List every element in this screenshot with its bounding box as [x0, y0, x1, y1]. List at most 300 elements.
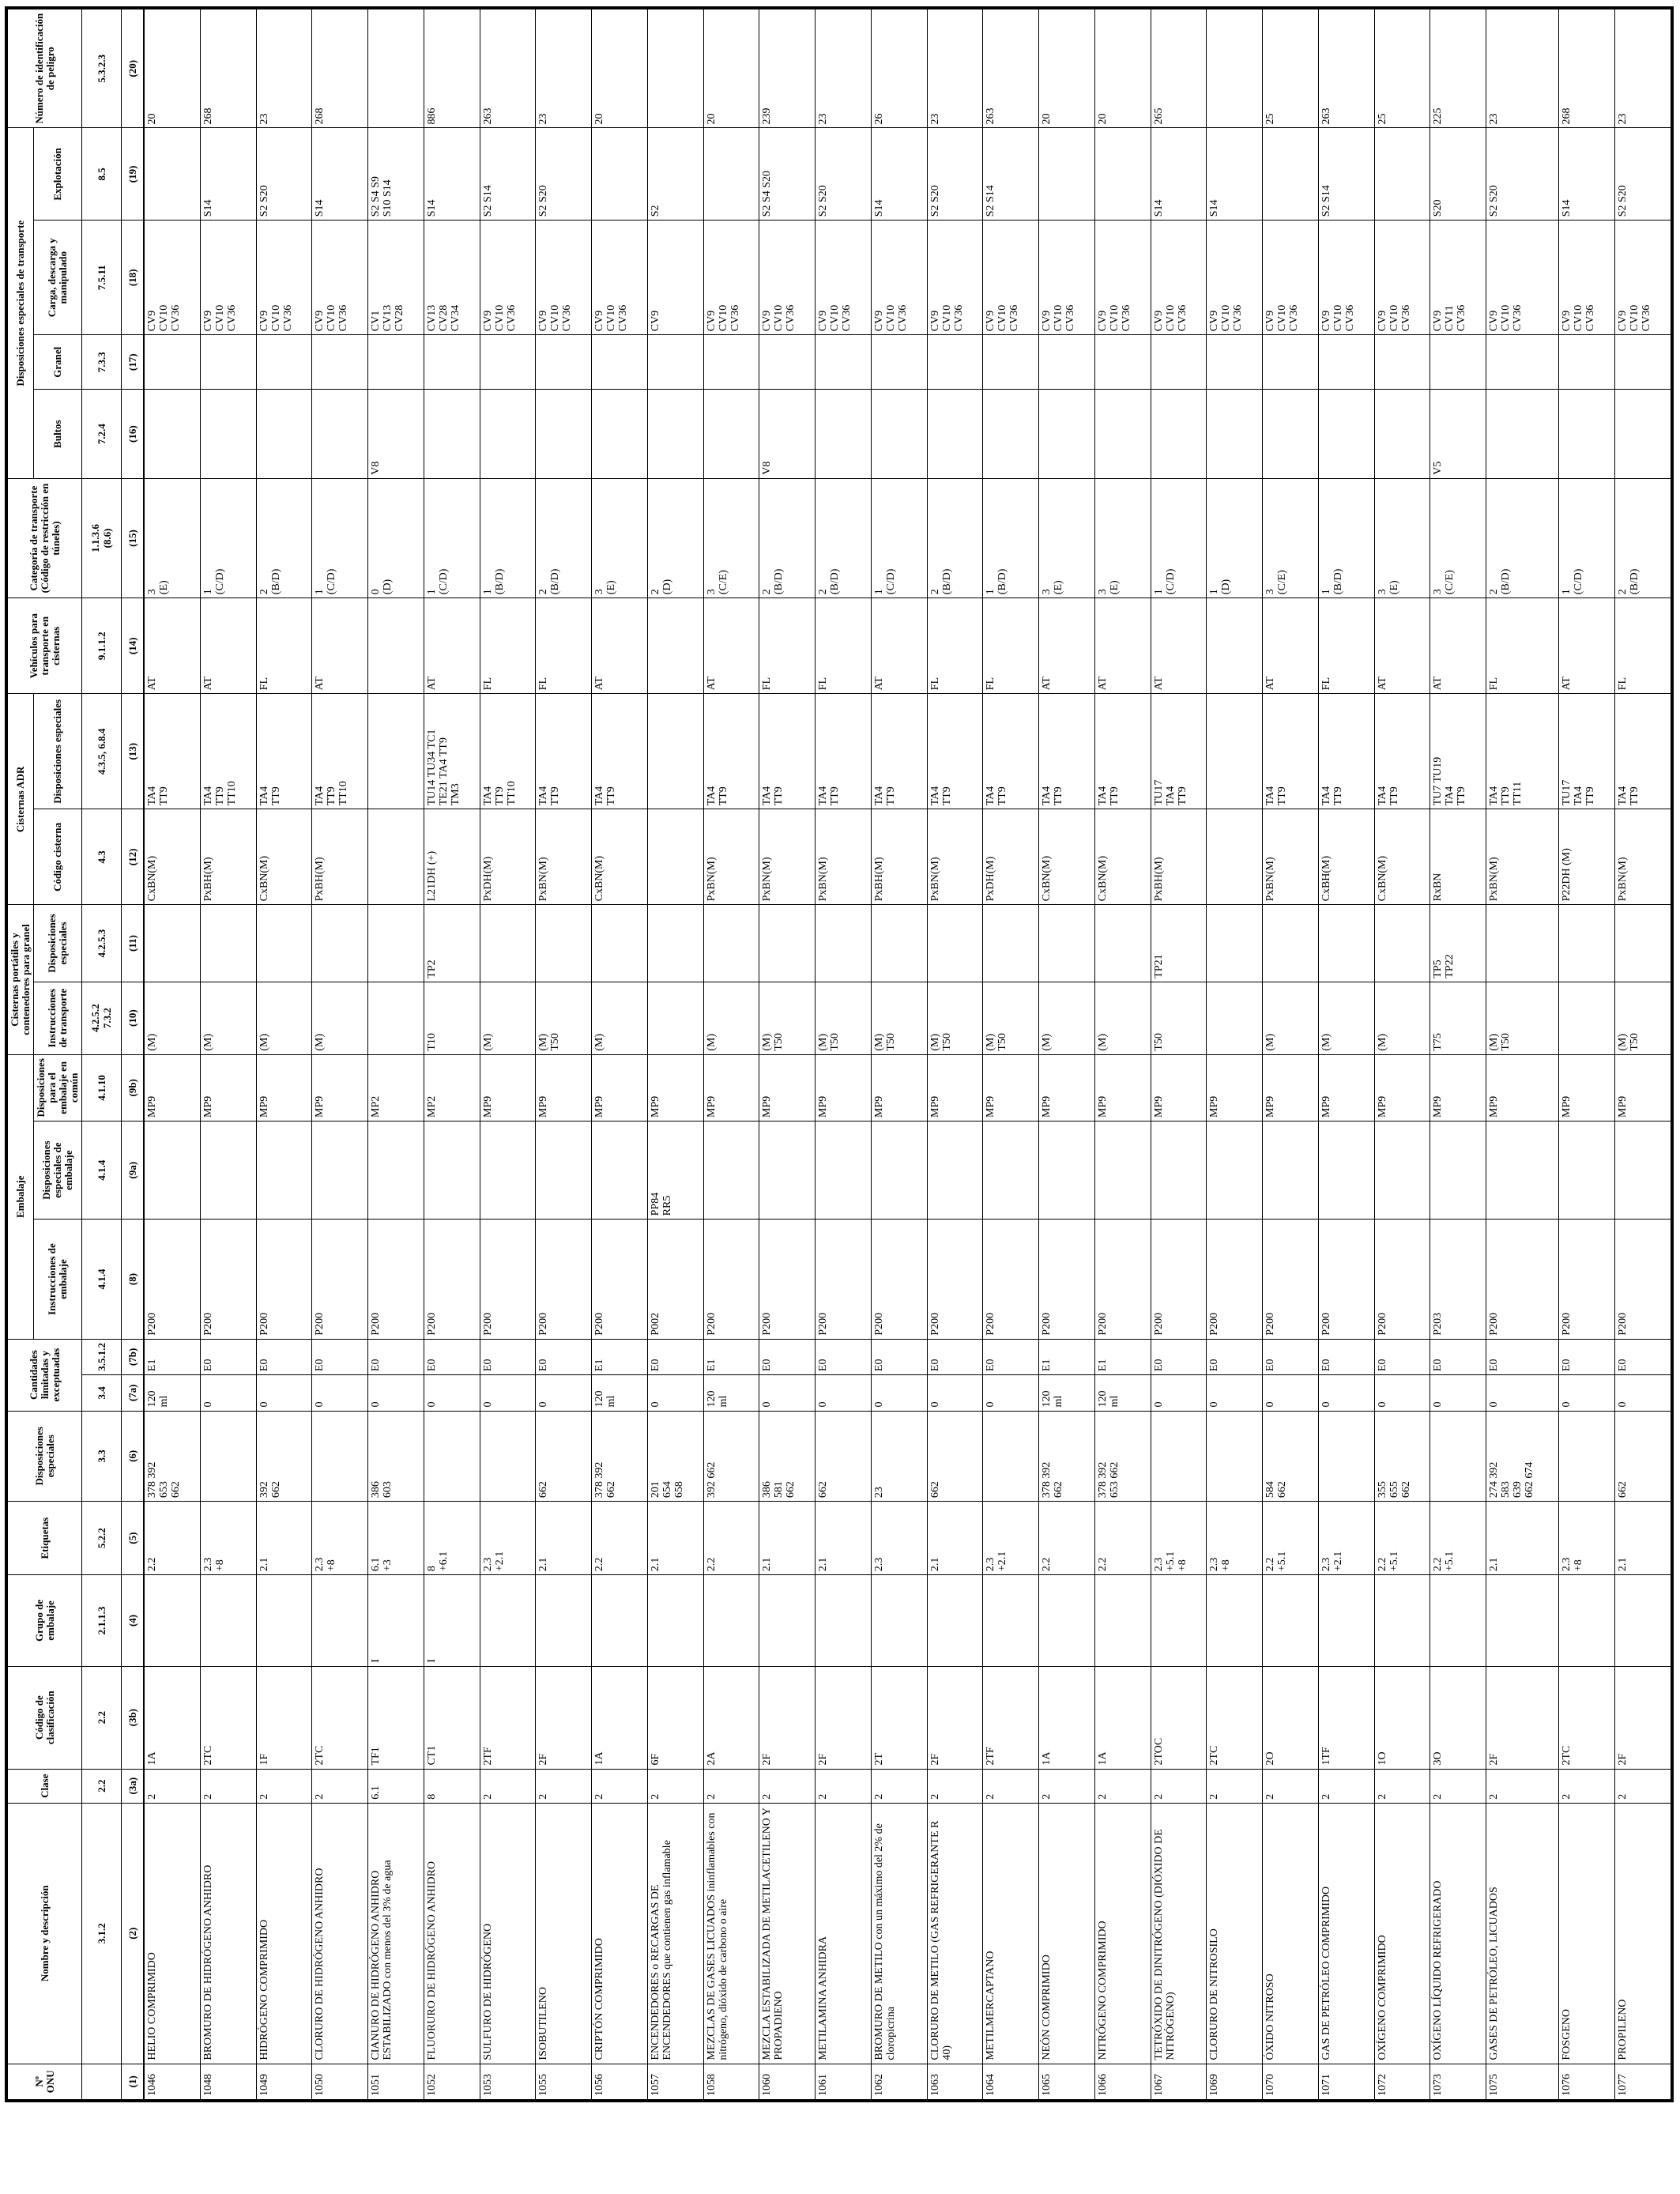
table-cell: CLORURO DE HIDRÓGENO ANHIDRO [312, 1803, 368, 2064]
table-cell: FL [1614, 598, 1671, 694]
table-cell: (4) [121, 1575, 144, 1667]
table-cell: MP9 [1094, 1054, 1151, 1121]
table-cell: 2 [1263, 1769, 1319, 1803]
table-cell: CV9 CV10 CV36 [1094, 221, 1151, 335]
table-cell [592, 390, 648, 478]
table-cell [368, 335, 424, 390]
table-cell [1430, 1575, 1486, 1667]
table-cell [703, 1121, 759, 1219]
table-cell [1318, 1575, 1374, 1667]
table-row [200, 9, 256, 2100]
table-cell: 20 [1039, 9, 1095, 128]
table-cell: 1053 [480, 2064, 536, 2099]
table-cell: 25 [1263, 9, 1319, 128]
table-cell: 23 [256, 9, 312, 128]
table-cell: 2O [1263, 1666, 1319, 1769]
table-cell [1614, 905, 1671, 982]
table-cell [1207, 1575, 1263, 1667]
table-cell: TU14 TU34 TC1 TE21 TA4 TT9 TM3 [424, 694, 480, 809]
table-cell: (M) T50 [927, 982, 983, 1054]
table-cell [1207, 390, 1263, 478]
table-cell: S2 S14 [480, 128, 536, 221]
table-cell: 3.5.1.2 [82, 1339, 122, 1374]
table-cell: 268 [312, 9, 368, 128]
table-cell: CV9 CV10 CV36 [759, 221, 816, 335]
table-cell: S2 S20 [1486, 128, 1559, 221]
table-cell: CV9 CV10 CV36 [703, 221, 759, 335]
table-cell: (15) [121, 478, 144, 598]
table-cell: 265 [1151, 9, 1207, 128]
table-cell: FL [983, 598, 1039, 694]
table-cell: 2TOC [1151, 1666, 1207, 1769]
table-cell: AT [1374, 598, 1430, 694]
table-cell [536, 1121, 592, 1219]
table-cell: 4.2.5.2 7.3.2 [82, 982, 122, 1054]
table-cell: GAS DE PETRÓLEO COMPRIMIDO [1318, 1803, 1374, 2064]
table-cell: 3O [1430, 1666, 1486, 1769]
table-cell: 1061 [816, 2064, 872, 2099]
table-cell: 0 [312, 1375, 368, 1411]
table-cell: TA4 TT9 [927, 694, 983, 809]
table-body [82, 9, 1671, 2100]
table-cell: 23 [816, 9, 872, 128]
table-cell: P200 [1039, 1220, 1095, 1339]
table-cell: PxBN(M) [1614, 809, 1671, 905]
table-cell: TA4 TT9 [983, 694, 1039, 809]
table-cell: CV9 CV10 CV36 [1263, 221, 1319, 335]
table-cell: 2 [1374, 1769, 1430, 1803]
header-explotacion: Explotación [34, 128, 82, 221]
table-cell: S2 S20 [927, 128, 983, 221]
table-cell: 1066 [1094, 2064, 1151, 2099]
header-grupo-embalaje: Grupo de embalaje [8, 1575, 82, 1667]
table-cell: TA4 TT9 TT10 [200, 694, 256, 809]
table-cell: PxDH(M) [480, 809, 536, 905]
table-cell: 584 662 [1263, 1411, 1319, 1502]
table-cell: TA4 TT9 [1318, 694, 1374, 809]
table-cell [983, 390, 1039, 478]
table-cell: 0 [1263, 1375, 1319, 1411]
table-cell: CxBN(M) [256, 809, 312, 905]
table-cell [1559, 390, 1615, 478]
table-row [871, 9, 927, 2100]
table-cell [1486, 905, 1559, 982]
table-cell [536, 390, 592, 478]
table-cell [816, 1575, 872, 1667]
table-cell: MP2 [368, 1054, 424, 1121]
table-cell: TA4 TT9 [759, 694, 816, 809]
table-cell [1614, 1575, 1671, 1667]
table-cell: MP9 [927, 1054, 983, 1121]
table-cell: 2.3 [871, 1502, 927, 1575]
table-cell: CV9 CV10 CV36 [592, 221, 648, 335]
table-cell: TETRÓXIDO DE DINITRÓGENO (DIÓXIDO DE NITRÓGENO) [1151, 1803, 1207, 2064]
table-cell: 392 662 [256, 1411, 312, 1502]
table-cell: CV9 CV10 CV36 [256, 221, 312, 335]
table-cell [983, 335, 1039, 390]
table-cell [647, 905, 703, 982]
table-cell: 3 (C/E) [1263, 478, 1319, 598]
table-row [312, 9, 368, 2100]
table-cell: P200 [703, 1220, 759, 1339]
table-cell: 4.1.4 [82, 1220, 122, 1339]
table-cell: MP9 [1039, 1054, 1095, 1121]
table-cell [592, 128, 648, 221]
table-cell: 7.5.11 [82, 221, 122, 335]
table-cell [200, 390, 256, 478]
table-cell: 2.2 [82, 1769, 122, 1803]
table-cell: 8 [424, 1769, 480, 1803]
dangerous-goods-table [7, 9, 1671, 2100]
table-cell: 378 392 662 [1039, 1411, 1095, 1502]
table-cell [144, 905, 200, 982]
table-cell: TA4 TT9 [144, 694, 200, 809]
table-cell: CRIPTÓN COMPRIMIDO [592, 1803, 648, 2064]
table-cell: TU17 TA4 TT9 [1151, 694, 1207, 809]
table-cell: TA4 TT9 [1094, 694, 1151, 809]
table-cell [647, 809, 703, 905]
table-cell: HELIO COMPRIMIDO [144, 1803, 200, 2064]
table-cell [1207, 1121, 1263, 1219]
table-cell: FLUORURO DE HIDRÓGENO ANHIDRO [424, 1803, 480, 2064]
table-cell: MP9 [1559, 1054, 1615, 1121]
table-cell [592, 1121, 648, 1219]
table-cell: 2.1 [1486, 1502, 1559, 1575]
table-cell: TA4 TT9 [1374, 694, 1430, 809]
table-cell: P200 [1094, 1220, 1151, 1339]
table-cell [200, 1411, 256, 1502]
table-cell [1151, 335, 1207, 390]
table-cell: FL [480, 598, 536, 694]
table-row [1614, 9, 1671, 2100]
table-cell: 2.2 [1039, 1502, 1095, 1575]
table-cell: 7.3.3 [82, 335, 122, 390]
table-cell [1207, 598, 1263, 694]
header-instrucciones-embalaje: Instrucciones de embalaje [34, 1220, 82, 1339]
table-cell [1486, 335, 1559, 390]
table-cell [1318, 1411, 1374, 1502]
table-cell: 2F [1614, 1666, 1671, 1769]
table-cell: 2 [536, 1769, 592, 1803]
table-cell [1318, 390, 1374, 478]
table-cell: (11) [121, 905, 144, 982]
table-cell: TF1 [368, 1666, 424, 1769]
table-cell: 2 (B/D) [1614, 478, 1671, 598]
header-disp-especiales-embalaje: Disposiciones especiales de embalaje [34, 1121, 82, 1219]
table-cell: 1056 [592, 2064, 648, 2099]
table-cell: 1069 [1207, 2064, 1263, 2099]
table-cell [256, 1575, 312, 1667]
table-cell [1614, 390, 1671, 478]
table-cell [1263, 128, 1319, 221]
table-cell: 201 654 658 [647, 1411, 703, 1502]
table-cell: 0 [1614, 1375, 1671, 1411]
table-cell [983, 1121, 1039, 1219]
table-cell: S2 S4 S20 [759, 128, 816, 221]
table-cell: TA4 TT9 TT10 [480, 694, 536, 809]
table-cell: 0 [759, 1375, 816, 1411]
table-cell: TU7 TU19 TA4 TT9 [1430, 694, 1486, 809]
table-cell: 386 581 662 [759, 1411, 816, 1502]
table-cell [1039, 390, 1095, 478]
table-cell: AT [1039, 598, 1095, 694]
table-cell [200, 1575, 256, 1667]
table-cell: 0 [816, 1375, 872, 1411]
table-cell: 3 (E) [144, 478, 200, 598]
table-cell [256, 390, 312, 478]
table-cell: 2TF [983, 1666, 1039, 1769]
table-cell: CV9 CV10 CV36 [480, 221, 536, 335]
table-cell: E0 [983, 1339, 1039, 1374]
table-cell [1151, 390, 1207, 478]
table-row [1151, 9, 1207, 2100]
table-cell: CV9 CV10 CV36 [1151, 221, 1207, 335]
table-cell: 6F [647, 1666, 703, 1769]
table-cell: AT [1094, 598, 1151, 694]
table-cell: E0 [256, 1339, 312, 1374]
table-cell: 355 655 662 [1374, 1411, 1430, 1502]
table-cell: (M) [480, 982, 536, 1054]
table-cell: 6.1 +3 [368, 1502, 424, 1575]
table-cell: CxBH(M) [1318, 809, 1374, 905]
table-cell [871, 390, 927, 478]
header-cisternas-adr: Cisternas ADR [8, 694, 34, 905]
table-cell: CLORURO DE NITROSILO [1207, 1803, 1263, 2064]
table-cell [368, 598, 424, 694]
table-cell: 20 [592, 9, 648, 128]
table-cell: 1058 [703, 2064, 759, 2099]
table-cell: 120 ml [1094, 1375, 1151, 1411]
table-cell: PROPILENO [1614, 1803, 1671, 2064]
table-cell [1039, 1575, 1095, 1667]
table-cell: 2.3 +2.1 [1318, 1502, 1374, 1575]
table-cell: TA4 TT9 [592, 694, 648, 809]
table-cell: 1048 [200, 2064, 256, 2099]
table-cell: MP9 [200, 1054, 256, 1121]
table-cell: (M) [592, 982, 648, 1054]
table-cell: 2 (B/D) [759, 478, 816, 598]
table-cell: MP9 [983, 1054, 1039, 1121]
table-cell: E0 [1559, 1339, 1615, 1374]
table-cell: 2.3 +8 [312, 1502, 368, 1575]
table-cell: 1070 [1263, 2064, 1319, 2099]
table-cell: (M) [256, 982, 312, 1054]
table-cell: 3.3 [82, 1411, 122, 1502]
table-cell: (3a) [121, 1769, 144, 1803]
table-cell: 1077 [1614, 2064, 1671, 2099]
table-cell: 1A [1094, 1666, 1151, 1769]
table-cell: 8 +6.1 [424, 1502, 480, 1575]
table-cell: P200 [1374, 1220, 1430, 1339]
table-cell: MP9 [480, 1054, 536, 1121]
table-cell: S20 [1430, 128, 1486, 221]
table-cell: 2.2 [592, 1502, 648, 1575]
table-cell: CxBN(M) [1094, 809, 1151, 905]
table-cell: E0 [1263, 1339, 1319, 1374]
table-cell: PxBN(M) [927, 809, 983, 905]
table-cell: MP9 [1374, 1054, 1430, 1121]
table-cell: 2 [1486, 1769, 1559, 1803]
table-cell: 1 (C/D) [312, 478, 368, 598]
table-cell: TA4 TT9 [816, 694, 872, 809]
table-row [1318, 9, 1374, 2100]
table-cell: CxBN(M) [592, 809, 648, 905]
table-cell [368, 694, 424, 809]
table-cell [480, 1411, 536, 1502]
table-cell: P200 [1263, 1220, 1319, 1339]
table-cell: 4.3.5, 6.8.4 [82, 694, 122, 809]
table-cell: PxBN(M) [536, 809, 592, 905]
table-cell: MP9 [759, 1054, 816, 1121]
rotated-table-wrapper [7, 9, 1671, 2100]
table-cell: MP9 [647, 1054, 703, 1121]
table-cell: S14 [871, 128, 927, 221]
table-cell [1318, 335, 1374, 390]
table-cell: 1062 [871, 2064, 927, 2099]
table-cell [312, 335, 368, 390]
table-cell [536, 335, 592, 390]
table-cell [647, 335, 703, 390]
table-cell: P203 [1430, 1220, 1486, 1339]
table-cell: P200 [1207, 1220, 1263, 1339]
table-cell: CV9 CV10 CV36 [1559, 221, 1615, 335]
table-cell: S2 S20 [256, 128, 312, 221]
table-cell [1263, 1575, 1319, 1667]
table-cell [1094, 390, 1151, 478]
header-granel: Granel [34, 335, 82, 390]
table-cell: 2 [312, 1769, 368, 1803]
table-cell: MP9 [816, 1054, 872, 1121]
table-cell [1559, 905, 1615, 982]
table-cell: 20 [703, 9, 759, 128]
table-cell: 378 392 653 662 [144, 1411, 200, 1502]
table-cell [927, 905, 983, 982]
table-cell: AT [1559, 598, 1615, 694]
table-cell: 2.1.1.3 [82, 1575, 122, 1667]
table-cell: 1076 [1559, 2064, 1615, 2099]
table-cell [1263, 1121, 1319, 1219]
table-cell: 1A [144, 1666, 200, 1769]
table-cell: I [368, 1575, 424, 1667]
table-cell: TA4 TT9 TT11 [1486, 694, 1559, 809]
table-cell [144, 1121, 200, 1219]
table-cell: 2.1 [256, 1502, 312, 1575]
table-cell: 1 (D) [1207, 478, 1263, 598]
table-row [1094, 9, 1151, 2100]
table-cell: 1046 [144, 2064, 200, 2099]
header-disposiciones-especiales: Disposiciones especiales [8, 1411, 82, 1502]
table-cell [1151, 1121, 1207, 1219]
table-cell: MP9 [703, 1054, 759, 1121]
table-cell: 1 (C/D) [424, 478, 480, 598]
table-row [368, 9, 424, 2100]
table-cell [144, 390, 200, 478]
table-cell: E0 [1430, 1339, 1486, 1374]
table-cell: E0 [816, 1339, 872, 1374]
table-cell: 225 [1430, 9, 1486, 128]
table-cell: MP9 [592, 1054, 648, 1121]
table-cell: MP9 [871, 1054, 927, 1121]
table-cell: NEÓN COMPRIMIDO [1039, 1803, 1095, 2064]
table-cell [647, 1575, 703, 1667]
table-cell: TA4 TT9 [256, 694, 312, 809]
table-cell: P200 [1151, 1220, 1207, 1339]
table-cell: (M) [703, 982, 759, 1054]
table-cell: P200 [1559, 1220, 1615, 1339]
table-cell [647, 982, 703, 1054]
table-cell [536, 905, 592, 982]
table-cell: RxBN [1430, 809, 1486, 905]
table-cell [256, 1121, 312, 1219]
table-row [927, 9, 983, 2100]
table-cell [647, 9, 703, 128]
table-row [816, 9, 872, 2100]
table-cell [368, 982, 424, 1054]
table-cell: 2.2 +5.1 [1263, 1502, 1319, 1575]
table-cell [1486, 390, 1559, 478]
table-row [1374, 9, 1430, 2100]
table-cell: E1 [703, 1339, 759, 1374]
table-cell: 2T [871, 1666, 927, 1769]
table-cell: 2 [1318, 1769, 1374, 1803]
table-cell: (1) [121, 2064, 144, 2099]
table-cell: T50 [1151, 982, 1207, 1054]
table-cell: 1052 [424, 2064, 480, 2099]
table-cell: S14 [1207, 128, 1263, 221]
table-cell: 2.2 +5.1 [1374, 1502, 1430, 1575]
table-cell [144, 335, 200, 390]
table-cell: 1F [256, 1666, 312, 1769]
table-cell: HIDRÓGENO COMPRIMIDO [256, 1803, 312, 2064]
table-cell: 378 392 653 662 [1094, 1411, 1151, 1502]
table-cell: P200 [983, 1220, 1039, 1339]
table-cell [703, 390, 759, 478]
table-cell: AT [424, 598, 480, 694]
table-cell: E0 [1374, 1339, 1430, 1374]
table-cell: 2F [816, 1666, 872, 1769]
table-cell: CV9 CV10 CV36 [1039, 221, 1095, 335]
table-cell: P200 [1318, 1220, 1374, 1339]
table-cell: 1057 [647, 2064, 703, 2099]
table-cell: (M) T50 [816, 982, 872, 1054]
table-cell: CLORURO DE METILO (GAS REFRIGERANTE R 40) [927, 1803, 983, 2064]
table-cell: PxBN(M) [1263, 809, 1319, 905]
table-cell: AT [592, 598, 648, 694]
table-row [1486, 9, 1559, 2100]
table-cell: TA4 TT9 [703, 694, 759, 809]
table-cell: S14 [200, 128, 256, 221]
table-cell [82, 2064, 122, 2099]
table-cell: (10) [121, 982, 144, 1054]
table-cell: PP84 RR5 [647, 1121, 703, 1219]
table-cell [1559, 982, 1615, 1054]
table-cell: CxBN(M) [144, 809, 200, 905]
table-cell: E1 [592, 1339, 648, 1374]
table-cell: 2 (B/D) [816, 478, 872, 598]
table-cell [1263, 905, 1319, 982]
table-cell: P200 [816, 1220, 872, 1339]
table-cell: 1 (B/D) [983, 478, 1039, 598]
table-cell: E0 [368, 1339, 424, 1374]
table-cell: 239 [759, 9, 816, 128]
table-cell: 662 [816, 1411, 872, 1502]
table-cell: 20 [144, 9, 200, 128]
table-cell [1430, 1411, 1486, 1502]
table-cell: 2TC [200, 1666, 256, 1769]
table-cell [1039, 128, 1095, 221]
table-cell: 263 [983, 9, 1039, 128]
table-cell: CV1 CV13 CV28 [368, 221, 424, 335]
